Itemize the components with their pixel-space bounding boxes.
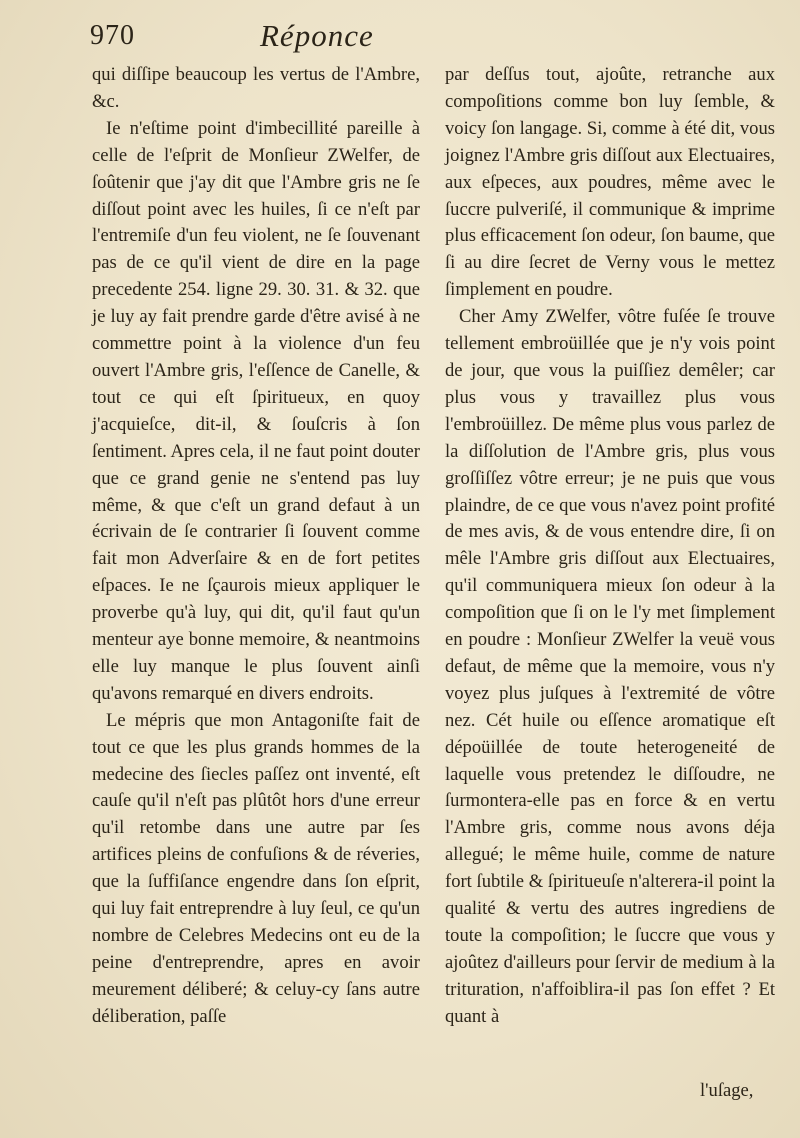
paragraph: Le mépris que mon Antagoniſte fait de tout ce que les plus grands hommes de la medecine des ſiecles paſſez ont inventé, eſt cauſe qu'il n'eſt pas plûtôt hors d'une erreur qu'il retombe dans une autre par ſes artifices pleins de confuſions & de réveries, que la ſuffiſance engendre dans ſon eſprit, qui luy fait entreprendre à luy ſeul, ce qu'un nombre de Celebres Medecins ont eu de la peine d'entreprendre, apres en avoir meurement déliberé; & celuy-cy ſans autre déliberation, paſſe <box>92 709 420 1027</box>
right-column <box>445 62 775 1031</box>
paragraph: qui diſſipe beaucoup les vertus de l'Ambre, &c. <box>92 64 420 112</box>
running-title: Réponce <box>260 18 374 53</box>
paragraph: Cher Amy ZWelfer, vôtre fuſée ſe trouve tellement embroüillée que je n'y vois point de jour, que vous la puiſſiez demêler; car plus vous y travaillez plus vous l'embroüillez. De même plus vous parlez de la diſſolution de l'Ambre gris, plus vous groſſiſſez vôtre erreur; je ne puis que vous plaindre, de ce que vous n'avez point profité de mes avis, & de vous entendre dire, ſi on mêle l'Ambre gris diſſout aux Electuaires, qu'il communiquera mieux ſon odeur à la compoſition que ſi on le l'y met ſimplement en poudre : Monſieur ZWelfer la veuë vous defaut, de même que la memoire, vous n'y voyez plus juſques à l'extremité de vôtre nez. Cét huile ou eſſence aromatique eſt dépoüillée de toute heterogeneité de laquelle vous pretendez le diſſoudre, ne ſurmontera-elle pas en force & en vertu l'Ambre gris, comme nous avons déja allegué; le même huile, comme de nature fort ſubtile & ſpiritueuſe n'alterera-il point la qualité & vertu des autres ingrediens de toute la compoſition; le ſuccre que vous y ajoûtez d'ailleurs pour ſervir de medium à la trituration, n'affoiblira-il pas ſon effet ? Et quant à <box>445 306 775 1027</box>
left-column <box>92 62 420 1031</box>
paragraph: Ie n'eſtime point d'imbecillité pareille à celle de l'eſprit de Monſieur ZWelfer, de ſoûtenir que j'ay dit que l'Ambre gris ne ſe diſſout point avec les huiles, ſi ce n'eſt par l'entremiſe d'un feu violent, ne ſe ſouvenant pas de ce qu'il vient de dire en la page precedente 254. ligne 29. 30. 31. & 32. que je luy ay fait prendre garde d'être avisé à ne commettre point à la violence d'un feu ouvert l'Ambre gris, l'eſſence de Canelle, & tout ce qui eſt ſpiritueux, en quoy j'acquieſce, dit-il, & ſouſcris à ſon ſentiment. Apres cela, il ne faut point douter que ce grand genie ne s'entend pas luy même, & que c'eſt un grand defaut à un écrivain de ſe contrarier ſi ſouvent comme fait mon Adverſaire & en de fort petites eſpaces. Ie ne ſçaurois mieux appliquer le proverbe qu'à luy, qui dit, qu'il faut qu'un menteur aye bonne memoire, & neantmoins elle luy manque le plus ſouvent ainſi qu'avons remarqué en divers endroits. <box>92 117 420 704</box>
page-header <box>90 20 730 64</box>
paragraph: par deſſus tout, ajoûte, retranche aux compoſitions comme bon luy ſemble, & voicy ſon langage. Si, comme à été dit, vous joignez l'Ambre gris diſſout aux Electuaires, aux eſpeces, aux poudres, même avec le ſuccre pulveriſé, il communique & imprime plus efficacement ſon odeur, ſon baume, que ſi au dire ſecret de Verny vous le mettez ſimplement en poudre. <box>445 64 775 301</box>
page-number: 970 <box>90 20 135 51</box>
catchword: l'uſage, <box>700 1080 754 1101</box>
